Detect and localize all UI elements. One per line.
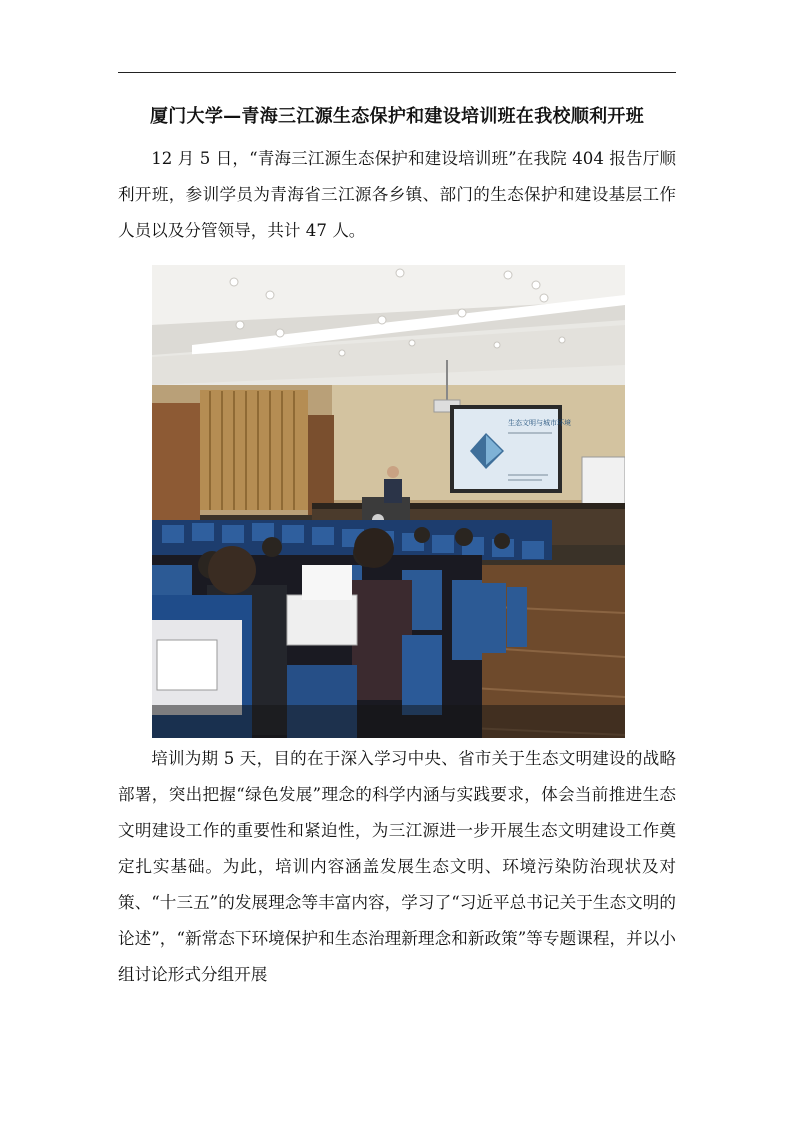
- article-paragraph-1: 12 月 5 日，“青海三江源生态保护和建设培训班”在我院 404 报告厅顺利开班，参训学员为青海省三江源各乡镇、部门的生态保护和建设基层工作人员以及分管领导，共计 47 人。: [118, 149, 676, 240]
- article-paragraph-2: 培训为期 5 天，目的在于深入学习中央、省市关于生态文明建设的战略部署，突出把握“绿色发展”理念的科学内涵与实践要求，体会当前推进生态文明建设工作的重要性和紧迫性，为三江源进一步开展生态文明建设工作奠定扎实基础。为此，培训内容涵盖发展生态文明、环境污染防治现状及对策、“十三五”的发展理念等丰富内容，学习了“习近平总书记关于生态文明的论述”，“新常态下环境保护和生态治理新理念和新政策”等专题课程，并以小组讨论形式分组开展: [118, 749, 676, 984]
- header-rule: [118, 72, 676, 73]
- screen-title: 生态文明与城市环境: [508, 419, 571, 427]
- article-title: 厦门大学—青海三江源生态保护和建设培训班在我校顺利开班: [149, 106, 645, 127]
- lecture-hall-photo: [152, 265, 625, 738]
